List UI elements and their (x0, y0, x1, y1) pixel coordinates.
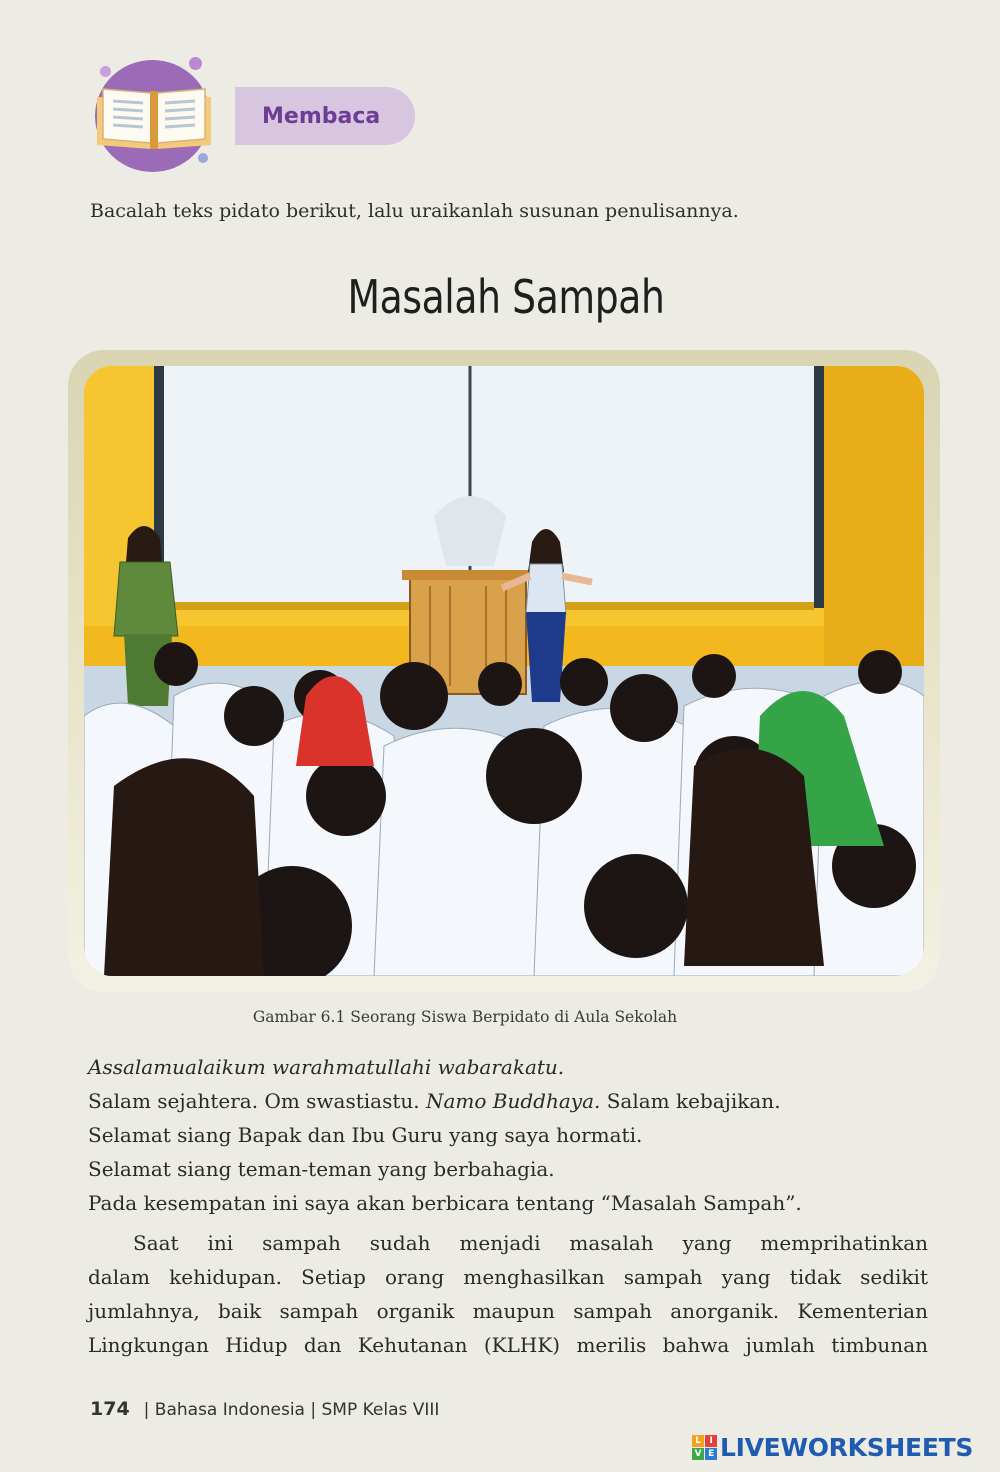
logo-grid-icon (692, 1435, 717, 1460)
figure-caption: Gambar 6.1 Seorang Siswa Berpidato di Aula Sekolah (252, 1008, 678, 1026)
decorative-dot (100, 66, 111, 77)
liveworksheets-logo (692, 1430, 973, 1464)
speech-text (88, 1050, 928, 1362)
greeting-line (88, 1050, 928, 1084)
book-info: | Bahasa Indonesia | SMP Kelas VIII (143, 1400, 440, 1420)
logo-grid-letter: L (692, 1435, 704, 1447)
logo-grid-letter: V (692, 1448, 704, 1460)
watermark-text: LIVEWORKSHEETS (720, 1432, 974, 1462)
logo-grid-letter: I (705, 1435, 717, 1447)
salam-line (88, 1084, 928, 1118)
salam-text-a: Salam sejahtera. Om swastiastu. (88, 1089, 426, 1113)
salam-text-b: Namo Buddhaya. (426, 1089, 601, 1113)
paragraph-line: dalam kehidupan. Setiap orang menghasilkan sampah yang tidak sedikit (88, 1265, 928, 1289)
page-footer (90, 1398, 439, 1420)
paragraph-line: Lingkungan Hidup dan Kehutanan (KLHK) merilis bahwa jumlah timbunan (88, 1333, 928, 1357)
speech-illustration (84, 366, 924, 976)
paragraph-line: jumlahnya, baik sampah organik maupun sampah anorganik. Kementerian (88, 1299, 928, 1323)
topic-line: Pada kesempatan ini saya akan berbicara tentang “Masalah Sampah”. (88, 1191, 802, 1215)
greeting-text: Assalamualaikum warahmatullahi wabarakatu. (88, 1055, 565, 1079)
instruction-text: Bacalah teks pidato berikut, lalu uraikanlah susunan penulisannya. (90, 200, 739, 222)
section-label: Membaca (235, 87, 415, 145)
logo-grid-letter: E (705, 1448, 717, 1460)
page-number: 174 (90, 1398, 130, 1420)
body-paragraph (88, 1226, 928, 1362)
greeting-teachers-line: Selamat siang Bapak dan Ibu Guru yang saya hormati. (88, 1123, 643, 1147)
decorative-dot (189, 57, 202, 70)
paragraph-line: Saat ini sampah sudah menjadi masalah yang memprihatinkan (133, 1231, 928, 1255)
salam-text-c: Salam kebajikan. (600, 1089, 781, 1113)
greeting-friends-line: Selamat siang teman-teman yang berbahagia. (88, 1157, 555, 1181)
page-title: Masalah Sampah (347, 270, 665, 324)
open-book-icon (93, 83, 215, 151)
decorative-dot (198, 153, 208, 163)
